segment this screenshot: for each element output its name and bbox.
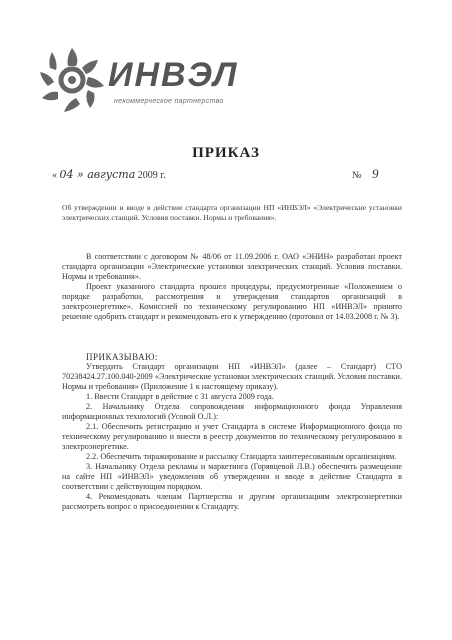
order-item: 2.2. Обеспечить тиражирование и рассылку Стандарта заинтересованным организациям. — [86, 452, 397, 461]
order-item: Утвердить Стандарт организации НП «ИНВЭЛ» (далее – Стандарт) СТО 70238424.27.100.040-2009 «Электрические установки электрических станций. Условия поставки. Нормы и требования» (Приложение 1 к настоящему приказу). — [62, 362, 402, 391]
date-prefix: « — [52, 170, 57, 181]
paragraph: В соответствии с договором № 48/06 от 11.09.2006 г. ОАО «ЭНИН» разработан проект стандарта организации «Электрические установки электрических станций. Условия поставки. Нормы и требования». — [62, 252, 402, 281]
order-section — [62, 352, 402, 512]
document-title: ПРИКАЗ — [192, 145, 260, 161]
order-item: 2.1. Обеспечить регистрацию и учет Стандарта в системе Информационного фонда по техническому регулированию и внести в реестр документов по техническому регулированию в электроэнергетике. — [62, 422, 402, 451]
order-heading: ПРИКАЗЫВАЮ: — [86, 352, 158, 362]
order-item: 2. Начальнику Отдела сопровождения информационного фонда Управления информационных технологий (Усовой О.Л.): — [62, 402, 402, 421]
order-item: 3. Начальнику Отдела рекламы и маркетинга (Горявцевой Л.В.) обеспечить размещение на сайте НП «ИНВЭЛ» уведомления об утверждении и вводе в действие Стандарта в соответствии с действующим порядком. — [62, 462, 402, 491]
date-year: 2009 г. — [137, 170, 166, 181]
preamble — [62, 252, 402, 322]
number-label: № — [352, 170, 362, 181]
company-logo — [36, 44, 296, 116]
order-item: 1. Ввести Стандарт в действие с 31 августа 2009 года. — [86, 392, 274, 401]
order-item: 4. Рекомендовать членам Партнерства и другим организациям электроэнергетики рассмотреть вопрос о присоединении к Стандарту. — [62, 492, 402, 511]
number-handwritten: 9 — [372, 166, 379, 181]
sun-emblem-icon — [36, 44, 108, 116]
logo-tagline: некоммерческое партнерство — [114, 98, 224, 105]
order-date — [52, 168, 166, 181]
order-subject: Об утверждении и вводе в действие стандарта организации НП «ИНВЭЛ» «Электрические установки электрических станций. Условия поставки. Нормы и требования». — [62, 203, 402, 222]
order-number — [352, 166, 379, 182]
date-handwritten: 04 » августа — [59, 168, 136, 181]
paragraph: Проект указанного стандарта прошел процедуры, предусмотренные «Положением о порядке разработки, рассмотрения и утверждения стандартов организаций в электроэнергетике». Комиссией по техническому регулированию НП «ИНВЭЛ» принято решение одобрить стандарт и рекомендовать его к утверждению (протокол от 14.03.2008 г. № 3). — [62, 282, 402, 321]
logo-wordmark: ИНВЭЛ — [108, 56, 239, 94]
